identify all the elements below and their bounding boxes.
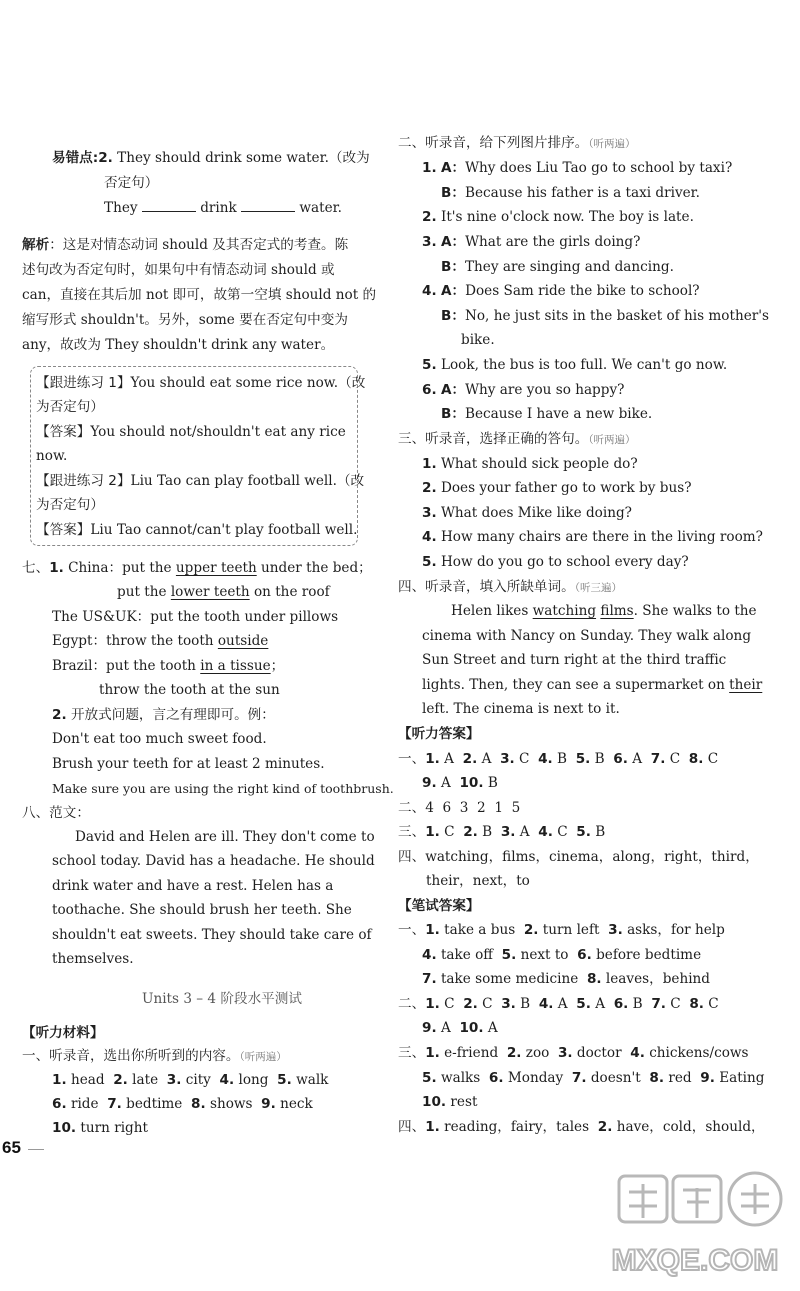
answer-row: 三、1. C 2. B 3. A 4. C 5. B [398, 824, 606, 840]
passage-line: cinema with Nancy on Sunday. They walk along [422, 628, 752, 644]
passage-line: left. The cinema is next to it. [422, 701, 620, 717]
dialog-line: B：Because his father is a taxi driver. [441, 185, 701, 201]
seven-egypt: Egypt：throw the tooth outside [52, 633, 269, 649]
seven-usuk: The US&UK：put the tooth under pillows [52, 609, 339, 625]
answer-row: 9. A 10. B [422, 775, 498, 791]
watermark-logo [595, 1168, 795, 1286]
answer-row: 4. take off 5. next to 6. before bedtime [422, 947, 702, 963]
dialog-line: B：No, he just sits in the basket of his mother's [441, 308, 769, 324]
listening-answers-heading: 【听力答案】 [398, 726, 480, 742]
practice-2: 【跟进练习 2】Liu Tao can play football well.（改 [36, 473, 365, 489]
section-three-title: 三、听录音，选择正确的答句。（听两遍） [398, 431, 636, 447]
question-line: 1. What should sick people do? [422, 456, 638, 472]
essay-line: themselves. [52, 951, 134, 967]
dialog-line: 2. It's nine o'clock now. The boy is late. [422, 209, 694, 225]
seven-q1: 七、1. China：put the upper teeth under the bed； [22, 560, 372, 576]
dialog-line: B：Because I have a new bike. [441, 406, 653, 422]
answer-row: 7. take some medicine 8. leaves，behind [422, 971, 711, 987]
dialog-line: 3. A：What are the girls doing? [422, 234, 641, 250]
eight-label: 八、范文： [22, 805, 90, 821]
passage-line: Helen likes watching films. She walks to the [451, 603, 757, 619]
practice-1: 【跟进练习 1】You should eat some rice now.（改 [36, 375, 366, 391]
answer-row: their，next，to [426, 873, 530, 889]
answer-row: 四、watching，films，cinema，along，right，third， [398, 849, 759, 865]
passage-line: lights. Then, they can see a supermarket on their [422, 677, 763, 693]
seven-example: Make sure you are using the right kind of toothbrush. [52, 781, 394, 796]
analysis-line: 缩写形式 shouldn't。另外，some 要在否定句中变为 [22, 312, 348, 328]
question-line: 2. Does your father go to work by bus? [422, 480, 692, 496]
unit-test-title: Units 3 – 4 阶段水平测试 [142, 991, 302, 1007]
dialog-line: 1. A：Why does Liu Tao go to school by taxi? [422, 160, 733, 176]
word-row: 1. head 2. late 3. city 4. long 5. walk [52, 1072, 329, 1088]
practice-box [30, 366, 358, 546]
page-number-rule [28, 1149, 44, 1150]
section-four-title: 四、听录音，填入所缺单词。（听三遍） [398, 579, 622, 595]
question-line: 4. How many chairs are there in the living room? [422, 529, 763, 545]
passage-line: Sun Street and turn right at the third traffic [422, 652, 727, 668]
dialog-line: B：They are singing and dancing. [441, 259, 674, 275]
answer-row: 三、1. e-friend 2. zoo 3. doctor 4. chickens/cows [398, 1045, 749, 1061]
answer-row: 二、1. C 2. C 3. B 4. A 5. A 6. B 7. C 8. C [398, 996, 719, 1012]
seven-china2: put the lower teeth on the roof [117, 584, 330, 600]
dialog-line: 4. A：Does Sam ride the bike to school? [422, 283, 700, 299]
answer-row: 10. rest [422, 1094, 478, 1110]
word-row: 6. ride 7. bedtime 8. shows 9. neck [52, 1096, 313, 1112]
section-one-title: 一、听录音，选出你所听到的内容。（听两遍） [22, 1048, 287, 1064]
analysis-line: 述句改为否定句时，如果句中有情态动词 should 或 [22, 262, 335, 278]
analysis-line: any，故改为 They shouldn't drink any water。 [22, 337, 335, 353]
seven-example: Don't eat too much sweet food. [52, 731, 267, 747]
answer-row: 四、1. reading，fairy，tales 2. have，cold，should， [398, 1119, 765, 1135]
analysis-line: can，直接在其后加 not 即可，故第一空填 should not 的 [22, 287, 377, 303]
section-two-title: 二、听录音，给下列图片排序。（听两遍） [398, 135, 636, 151]
dialog-line: 6. A：Why are you so happy? [422, 382, 625, 398]
answer-blank[interactable] [241, 199, 295, 212]
written-answers-heading: 【笔试答案】 [398, 898, 480, 914]
word-row: 10. turn right [52, 1120, 148, 1136]
answer-row: 5. walks 6. Monday 7. doesn't 8. red 9. Eating [422, 1070, 765, 1086]
practice-1-cont: 为否定句） [36, 399, 104, 415]
seven-q2: 2. 开放式问题，言之有理即可。例： [52, 707, 275, 723]
answer-1-cont: now. [36, 448, 68, 464]
seven-brazil: Brazil：put the tooth in a tissue； [52, 658, 285, 674]
dialog-line: 5. Look, the bus is too full. We can't go now. [422, 357, 728, 373]
answer-1: 【答案】You should not/shouldn't eat any rice [36, 424, 346, 440]
answer-row: 二、4 6 3 2 1 5 [398, 800, 521, 816]
essay-line: toothache. She should brush her teeth. She [52, 902, 352, 918]
essay-line: shouldn't eat sweets. They should take care of [52, 927, 372, 943]
answer-2: 【答案】Liu Tao cannot/can't play football well. [36, 522, 358, 538]
dialog-line: bike. [461, 332, 495, 348]
error-point-line2: 否定句） [104, 175, 159, 191]
seven-example: Brush your teeth for at least 2 minutes. [52, 756, 325, 772]
essay-line: drink water and have a rest. Helen has a [52, 878, 334, 894]
question-line: 5. How do you go to school every day? [422, 554, 689, 570]
answer-row: 9. A 10. A [422, 1020, 498, 1036]
essay-line: school today. David has a headache. He should [52, 853, 375, 869]
essay-line: David and Helen are ill. They don't come to [75, 829, 375, 845]
analysis-line: 解析：这是对情态动词 should 及其否定式的考查。陈 [22, 237, 349, 253]
answer-blank[interactable] [142, 199, 196, 212]
question-line: 3. What does Mike like doing? [422, 505, 632, 521]
listening-material-heading: 【听力材料】 [22, 1025, 104, 1041]
answer-row: 一、1. A 2. A 3. C 4. B 5. B 6. A 7. C 8. C [398, 751, 719, 767]
watermark-text: MXQE.COM [611, 1244, 779, 1277]
error-point-line1: 易错点:2. They should drink some water.（改为 [52, 150, 370, 166]
seven-sun: throw the tooth at the sun [99, 682, 280, 698]
practice-2-cont: 为否定句） [36, 497, 104, 513]
answer-row: 一、1. take a bus 2. turn left 3. asks，for help [398, 922, 725, 938]
error-point-fill-line: They drink water. [104, 200, 342, 216]
page-number: 65 [2, 1138, 21, 1157]
